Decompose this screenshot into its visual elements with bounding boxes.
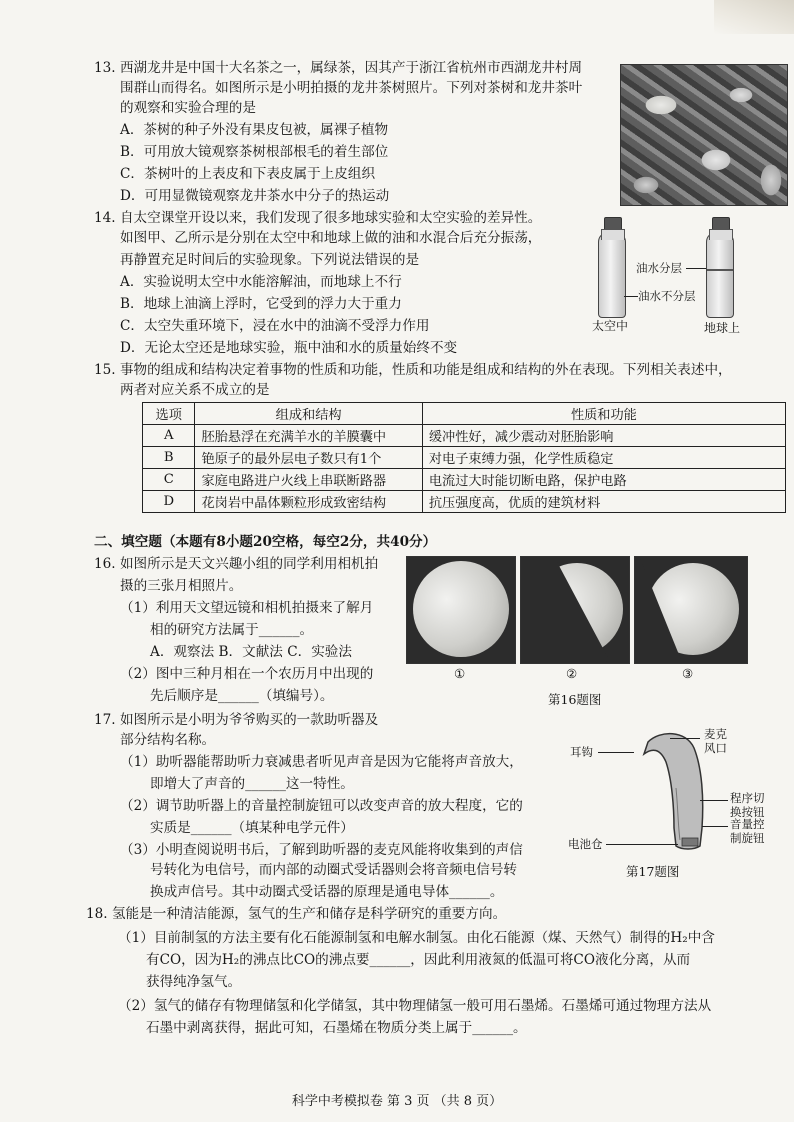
q15-options-table <box>142 402 786 513</box>
q18-part-1-line-1: （1）目前制氢的方法主要有化石能源制氢和电解水制氢。由化石能源（煤、天然气）制得的H₂中含 <box>118 930 715 946</box>
q14-option-c: C．太空失重环境下，浸在水中的油滴不受浮力作用 <box>120 318 430 334</box>
table-cell: 电流过大时能切断电路，保护电路 <box>422 469 785 491</box>
q16-part-2-line-1: （2）图中三种月相在一个农历月中出现的 <box>120 666 374 682</box>
label-program-line-2: 换按钮 <box>730 805 765 819</box>
earth-bottle <box>706 232 734 318</box>
q18-part-2-line-1: （2）氢气的储存有物理储氢和化学储氢，其中物理储氢一般可用石墨烯。石墨烯可通过物理方法从 <box>118 998 712 1014</box>
table-row <box>143 447 786 469</box>
q18-part-2-line-2: 石墨中剥离获得，据此可知，石墨烯在物质分类上属于______。 <box>146 1020 527 1036</box>
photo-label-1: ① <box>454 666 466 681</box>
q16-part-1-line-2: 相的研究方法属于______。 <box>150 622 314 638</box>
q13-option-d: D．可用显微镜观察龙井茶水中分子的热运动 <box>120 188 390 204</box>
space-bottle <box>598 232 626 318</box>
header-structure: 组成和结构 <box>195 403 422 425</box>
header-option: 选项 <box>143 403 195 425</box>
page-footer: 科学中考模拟卷 第 3 页 （共 8 页） <box>291 1094 503 1109</box>
hearing-aid-illustration <box>630 728 712 852</box>
label-battery: 电池仓 <box>568 837 603 851</box>
header-property: 性质和功能 <box>422 403 785 425</box>
table-cell: 花岗岩中晶体颗粒形成致密结构 <box>195 491 422 513</box>
section-heading-fill-in: 二、填空题（本题有8小题20空格，每空2分，共40分） <box>94 534 437 550</box>
q17-part-3-line-3: 换成声信号。其中动圈式受话器的原理是通电导体______。 <box>150 884 504 900</box>
label-volume-line-2: 制旋钮 <box>730 831 765 845</box>
table-header-row <box>143 403 786 425</box>
table-cell: 抗压强度高，优质的建筑材料 <box>422 491 785 513</box>
moon-photo-3 <box>634 556 748 664</box>
table-row <box>143 469 786 491</box>
q14-option-a: A．实验说明太空中水能溶解油，而地球上不行 <box>120 274 402 290</box>
label-earhook: 耳钩 <box>570 745 593 759</box>
q15-stem-line-1: 15. 事物的组成和结构决定着事物的性质和功能，性质和功能是组成和结构的外在表现。下列相关表述中， <box>94 362 732 378</box>
q14-option-b: B．地球上油滴上浮时，它受到的浮力大于重力 <box>120 296 402 312</box>
q13-option-c: C．茶树叶的上表皮和下表皮属于上皮组织 <box>120 166 376 182</box>
q17-part-2-line-1: （2）调节助听器上的音量控制旋钮可以改变声音的放大程度，它的 <box>120 798 523 814</box>
q13-option-a: A．茶树的种子外没有果皮包被，属裸子植物 <box>120 122 389 138</box>
table-cell: 家庭电路进户火线上串联断路器 <box>195 469 422 491</box>
table-cell: A <box>143 425 195 447</box>
figure-17-caption: 第17题图 <box>626 864 680 879</box>
photo-label-2: ② <box>566 666 578 681</box>
q16-stem-line-1: 16. 如图所示是天文兴趣小组的同学利用相机拍 <box>94 556 379 572</box>
not-layered-pointer <box>624 296 638 297</box>
q17-stem-line-1: 17. 如图所示是小明为爷爷购买的一款助听器及 <box>94 712 379 728</box>
table-cell: C <box>143 469 195 491</box>
q16-choices: A．观察法 B．文献法 C．实验法 <box>150 644 352 660</box>
q13-stem-line-3: 的观察和实验合理的是 <box>120 100 256 116</box>
q17-part-1-line-2: 即增大了声音的______这一特性。 <box>150 776 354 792</box>
volume-pointer <box>702 826 728 827</box>
q13-stem-line-1: 13. 西湖龙井是中国十大名茶之一，属绿茶，因其产于浙江省杭州市西湖龙井村周 <box>94 60 583 76</box>
label-program-line-1: 程序切 <box>730 791 765 805</box>
q14-stem-line-2: 如图甲、乙所示是分别在太空中和地球上做的油和水混合后充分振荡， <box>120 230 542 246</box>
label-volume-line-1: 音量控 <box>730 817 765 831</box>
label-mic-line-2: 风口 <box>704 741 727 755</box>
oil-water-interface <box>707 269 733 271</box>
table-cell: D <box>143 491 195 513</box>
bottle-neck <box>601 229 625 240</box>
program-pointer <box>700 800 728 801</box>
q13-stem-line-2: 围群山而得名。如图所示是小明拍摄的龙井茶树照片。下列对茶树和龙井茶叶 <box>120 80 583 96</box>
label-not-layered: 油水不分层 <box>638 289 696 303</box>
q17-part-2-line-2: 实质是______（填某种电学元件） <box>150 820 354 836</box>
label-mic-line-1: 麦克 <box>704 727 727 741</box>
moon-photo-1 <box>406 556 516 664</box>
figure-16-caption: 第16题图 <box>548 692 602 707</box>
moon-photo-2 <box>520 556 630 664</box>
q17-part-1-line-1: （1）助听器能帮助听力衰减患者听见声音是因为它能将声音放大， <box>120 754 523 770</box>
q16-stem-line-2: 摄的三张月相照片。 <box>120 578 243 594</box>
layered-pointer <box>686 268 706 269</box>
mic-pointer <box>670 738 700 739</box>
q14-stem-line-3: 再静置充足时间后的实验现象。下列说法错误的是 <box>120 252 420 268</box>
full-moon <box>413 561 509 657</box>
table-cell: B <box>143 447 195 469</box>
table-row <box>143 491 786 513</box>
table-cell: 铯原子的最外层电子数只有1个 <box>195 447 422 469</box>
q14-option-d: D．无论太空还是地球实验，瓶中油和水的质量始终不变 <box>120 340 458 356</box>
page-corner-shadow <box>714 0 794 34</box>
q16-part-1-line-1: （1）利用天文望远镜和相机拍摄来了解月 <box>120 600 374 616</box>
photo-label-3: ③ <box>682 666 694 681</box>
label-earth: 地球上 <box>704 321 741 335</box>
earhook-pointer <box>598 752 634 753</box>
q18-stem: 18. 氢能是一种清洁能源，氢气的生产和储存是科学研究的重要方向。 <box>86 906 507 922</box>
table-cell: 对电子束缚力强，化学性质稳定 <box>422 447 785 469</box>
q18-part-1-line-2: 有CO，因为H₂的沸点比CO的沸点要______，因此利用液氮的低温可将CO液化分离，从而 <box>146 952 691 968</box>
label-space: 太空中 <box>592 319 629 333</box>
q18-part-1-line-3: 获得纯净氢气。 <box>146 974 242 990</box>
tea-tree-photo <box>620 64 788 206</box>
label-layered: 油水分层 <box>636 261 682 275</box>
q17-part-3-line-1: （3）小明查阅说明书后，了解到助听器的麦克风能将收集到的声信 <box>120 842 523 858</box>
q17-stem-line-2: 部分结构名称。 <box>120 732 216 748</box>
table-cell: 缓冲性好，减少震动对胚胎影响 <box>422 425 785 447</box>
q16-part-2-line-2: 先后顺序是______（填编号）。 <box>150 688 334 704</box>
table-row <box>143 425 786 447</box>
bottle-neck <box>709 229 733 240</box>
battery-pointer <box>606 844 678 845</box>
q14-stem-line-1: 14. 自太空课堂开设以来，我们发现了很多地球实验和太空实验的差异性。 <box>94 210 542 226</box>
q17-part-3-line-2: 号转化为电信号，而内部的动圈式受话器则会将音频电信号转 <box>150 862 518 878</box>
table-cell: 胚胎悬浮在充满羊水的羊膜囊中 <box>195 425 422 447</box>
q13-option-b: B．可用放大镜观察茶树根部根毛的着生部位 <box>120 144 389 160</box>
q15-stem-line-2: 两者对应关系不成立的是 <box>120 382 270 398</box>
